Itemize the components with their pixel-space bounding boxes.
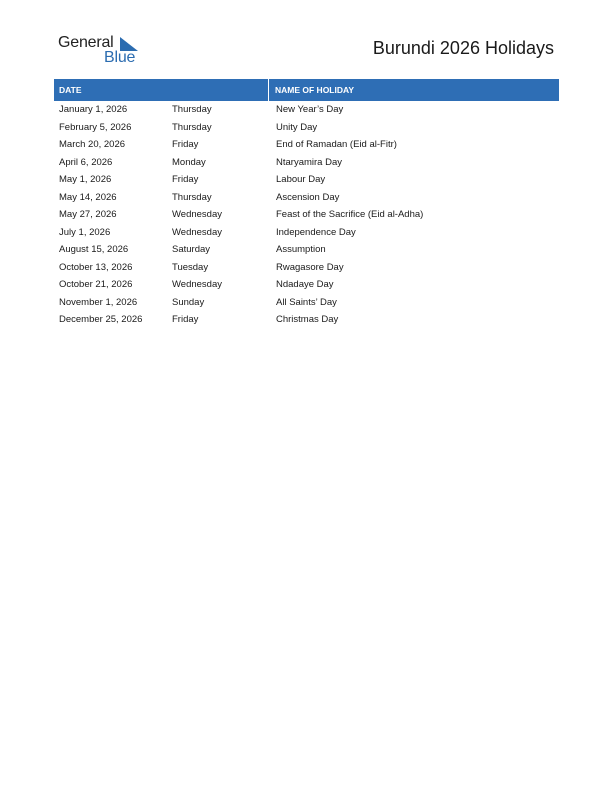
header-holiday-name: NAME OF HOLIDAY bbox=[275, 85, 355, 95]
holiday-date: December 25, 2026 bbox=[59, 314, 143, 325]
holiday-weekday: Friday bbox=[172, 139, 199, 150]
holiday-name: Independence Day bbox=[276, 226, 356, 238]
holiday-name: Feast of the Sacrifice (Eid al-Adha) bbox=[276, 209, 424, 220]
holiday-name: Christmas Day bbox=[276, 314, 339, 325]
table-row bbox=[54, 311, 559, 329]
holiday-weekday: Tuesday bbox=[172, 261, 209, 273]
holiday-name: Unity Day bbox=[276, 121, 318, 133]
table-row bbox=[54, 189, 559, 207]
holiday-date: October 21, 2026 bbox=[59, 279, 133, 290]
holiday-weekday: Monday bbox=[172, 156, 206, 168]
table-row bbox=[54, 276, 559, 294]
holiday-name: Labour Day bbox=[276, 174, 326, 185]
holiday-name: Assumption bbox=[276, 244, 326, 255]
holiday-weekday: Wednesday bbox=[172, 226, 222, 238]
table-row bbox=[54, 206, 559, 224]
holiday-name: Ndadaye Day bbox=[276, 279, 334, 290]
holiday-date: May 27, 2026 bbox=[59, 209, 117, 220]
table-header bbox=[54, 79, 559, 101]
table-row bbox=[54, 101, 559, 119]
holiday-date: May 1, 2026 bbox=[59, 174, 112, 185]
table-row bbox=[54, 224, 559, 242]
table-row bbox=[54, 241, 559, 259]
holiday-weekday: Wednesday bbox=[172, 279, 222, 290]
holiday-weekday: Friday bbox=[172, 174, 199, 185]
table-row bbox=[54, 136, 559, 154]
table-body bbox=[54, 101, 559, 329]
table-row bbox=[54, 154, 559, 172]
holiday-date: May 14, 2026 bbox=[59, 191, 117, 203]
holiday-date: October 13, 2026 bbox=[59, 261, 133, 273]
holiday-date: July 1, 2026 bbox=[59, 226, 111, 238]
holiday-date: March 20, 2026 bbox=[59, 139, 126, 150]
holiday-date: November 1, 2026 bbox=[59, 296, 138, 308]
logo-word-general: General bbox=[58, 34, 114, 51]
holiday-name: Ntaryamira Day bbox=[276, 156, 342, 168]
logo bbox=[58, 34, 148, 68]
table-row bbox=[54, 119, 559, 137]
table-row bbox=[54, 171, 559, 189]
table-row bbox=[54, 294, 559, 312]
page-title: Burundi 2026 Holidays bbox=[372, 38, 554, 58]
holiday-table bbox=[54, 79, 559, 329]
holiday-weekday: Thursday bbox=[172, 191, 212, 203]
holiday-weekday: Thursday bbox=[172, 104, 212, 115]
holiday-date: April 6, 2026 bbox=[59, 156, 113, 168]
holiday-name: Ascension Day bbox=[276, 191, 340, 203]
holiday-date: August 15, 2026 bbox=[59, 244, 129, 255]
holiday-weekday: Wednesday bbox=[172, 209, 222, 220]
holiday-name: End of Ramadan (Eid al-Fitr) bbox=[276, 139, 397, 150]
holiday-date: February 5, 2026 bbox=[59, 121, 132, 133]
holiday-weekday: Friday bbox=[172, 314, 199, 325]
holiday-name: Rwagasore Day bbox=[276, 261, 344, 273]
holiday-weekday: Thursday bbox=[172, 121, 212, 133]
holiday-date: January 1, 2026 bbox=[59, 104, 128, 115]
holiday-weekday: Sunday bbox=[172, 296, 205, 308]
holiday-weekday: Saturday bbox=[172, 244, 211, 255]
holiday-name: All Saints’ Day bbox=[276, 296, 337, 308]
holiday-name: New Year’s Day bbox=[276, 104, 344, 115]
logo-word-blue: Blue bbox=[104, 49, 136, 66]
table-row bbox=[54, 259, 559, 277]
header-date: DATE bbox=[54, 79, 269, 101]
